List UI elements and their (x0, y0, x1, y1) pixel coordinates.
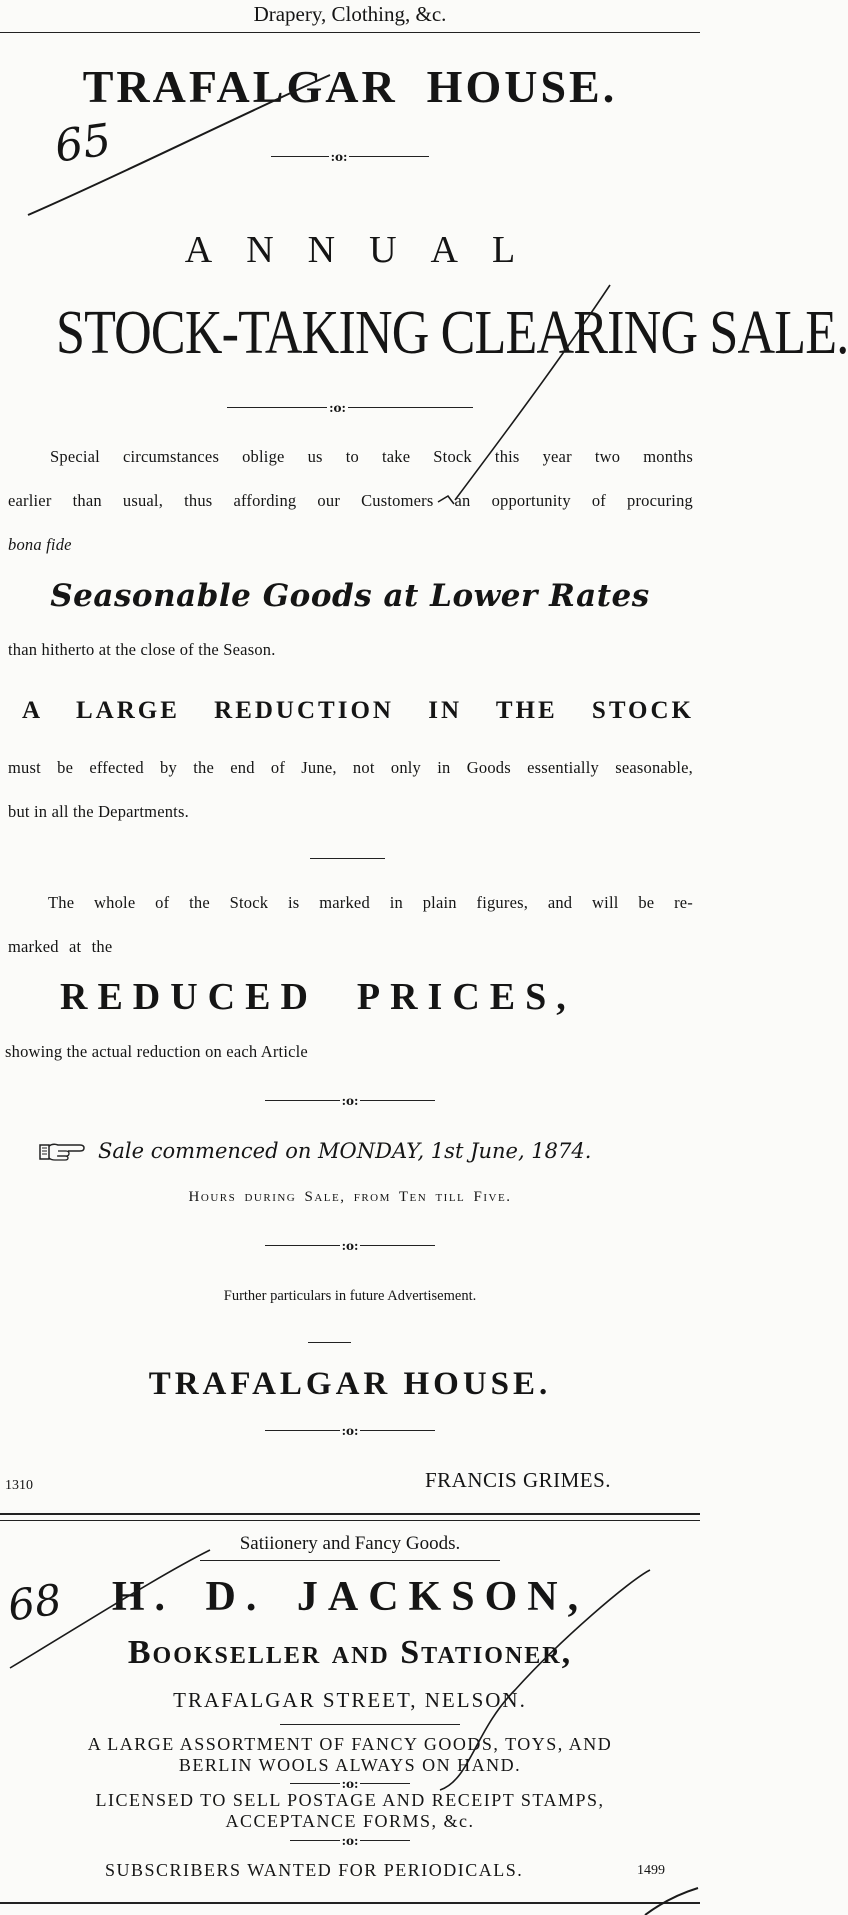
hours-line: Hours during Sale, from Ten till Five. (188, 1189, 512, 1205)
ad-number: 1310 (5, 1478, 33, 1493)
ornament-divider: :o: (0, 1093, 700, 1108)
paragraph-line: bona fide (8, 535, 72, 554)
seasonable-heading: Seasonable Goods at Lower Rates (50, 578, 650, 614)
assortment-line: A LARGE ASSORTMENT OF FANCY GOODS, TOYS, AND (87, 1734, 613, 1754)
header-rule (200, 1560, 500, 1561)
large-reduction-heading: A LARGE REDUCTION IN THE STOCK (22, 697, 694, 724)
handwritten-number: 68 (4, 1574, 65, 1631)
annual-heading: ANNUAL (184, 229, 550, 271)
paragraph-line: than hitherto at the close of the Season. (8, 640, 276, 659)
ad-number: 1499 (637, 1863, 665, 1878)
category-heading: Satiionery and Fancy Goods. (239, 1533, 461, 1554)
ornament-divider: :o: (0, 1776, 700, 1791)
ornament-divider: :o: (0, 1238, 700, 1253)
short-rule (280, 1724, 460, 1725)
paragraph-line: marked at the (8, 937, 113, 956)
pointing-hand-icon (38, 1138, 88, 1164)
bottom-rule (0, 1902, 700, 1904)
short-rule (308, 1342, 351, 1343)
bookseller-trade: Bookseller and Stationer, (127, 1634, 573, 1671)
sale-headline: STOCK-TAKING CLEARING SALE. (56, 299, 848, 367)
section-divider (0, 1513, 700, 1515)
paragraph-line: must be effected by the end of June, not only in Goods essentially seasonable, (8, 758, 693, 777)
paragraph-line: but in all the Departments. (8, 802, 189, 821)
assortment-line: BERLIN WOOLS ALWAYS ON HAND. (178, 1755, 522, 1775)
reduced-prices-heading: REDUCED PRICES, (60, 976, 576, 1018)
bookseller-name: H. D. JACKSON, (111, 1574, 589, 1620)
handwritten-number: 65 (51, 114, 115, 173)
further-particulars: Further particulars in future Advertisement. (223, 1288, 477, 1304)
short-rule (310, 858, 385, 859)
ornament-divider: :o: (0, 149, 700, 164)
ornament-divider: :o: (0, 400, 700, 415)
paragraph-line: The whole of the Stock is marked in plain figures, and will be re- (48, 893, 693, 912)
paragraph-line: earlier than usual, thus affording our Customers an opportunity of procuring (8, 491, 693, 510)
license-line: ACCEPTANCE FORMS, &c. (225, 1811, 475, 1831)
store-title: TRAFALGAR HOUSE. (82, 61, 618, 112)
sale-date-line: Sale commenced on MONDAY, 1st June, 1874. (38, 1138, 698, 1164)
paragraph-line: showing the actual reduction on each Article (5, 1042, 308, 1061)
license-line: LICENSED TO SELL POSTAGE AND RECEIPT STAMPS, (95, 1790, 605, 1810)
ornament-divider: :o: (0, 1423, 700, 1438)
ornament-divider: :o: (0, 1833, 700, 1848)
paragraph-line: Special circumstances oblige us to take Stock this year two months (50, 447, 693, 466)
store-title-footer: TRAFALGAR HOUSE. (148, 1366, 552, 1402)
subscribers-line: SUBSCRIBERS WANTED FOR PERIODICALS. (105, 1860, 524, 1880)
section-divider (0, 1520, 700, 1521)
proprietor-name: FRANCIS GRIMES. (425, 1468, 612, 1492)
header-rule (0, 32, 700, 33)
bookseller-address: TRAFALGAR STREET, NELSON. (173, 1688, 527, 1712)
category-heading: Drapery, Clothing, &c. (253, 2, 447, 26)
